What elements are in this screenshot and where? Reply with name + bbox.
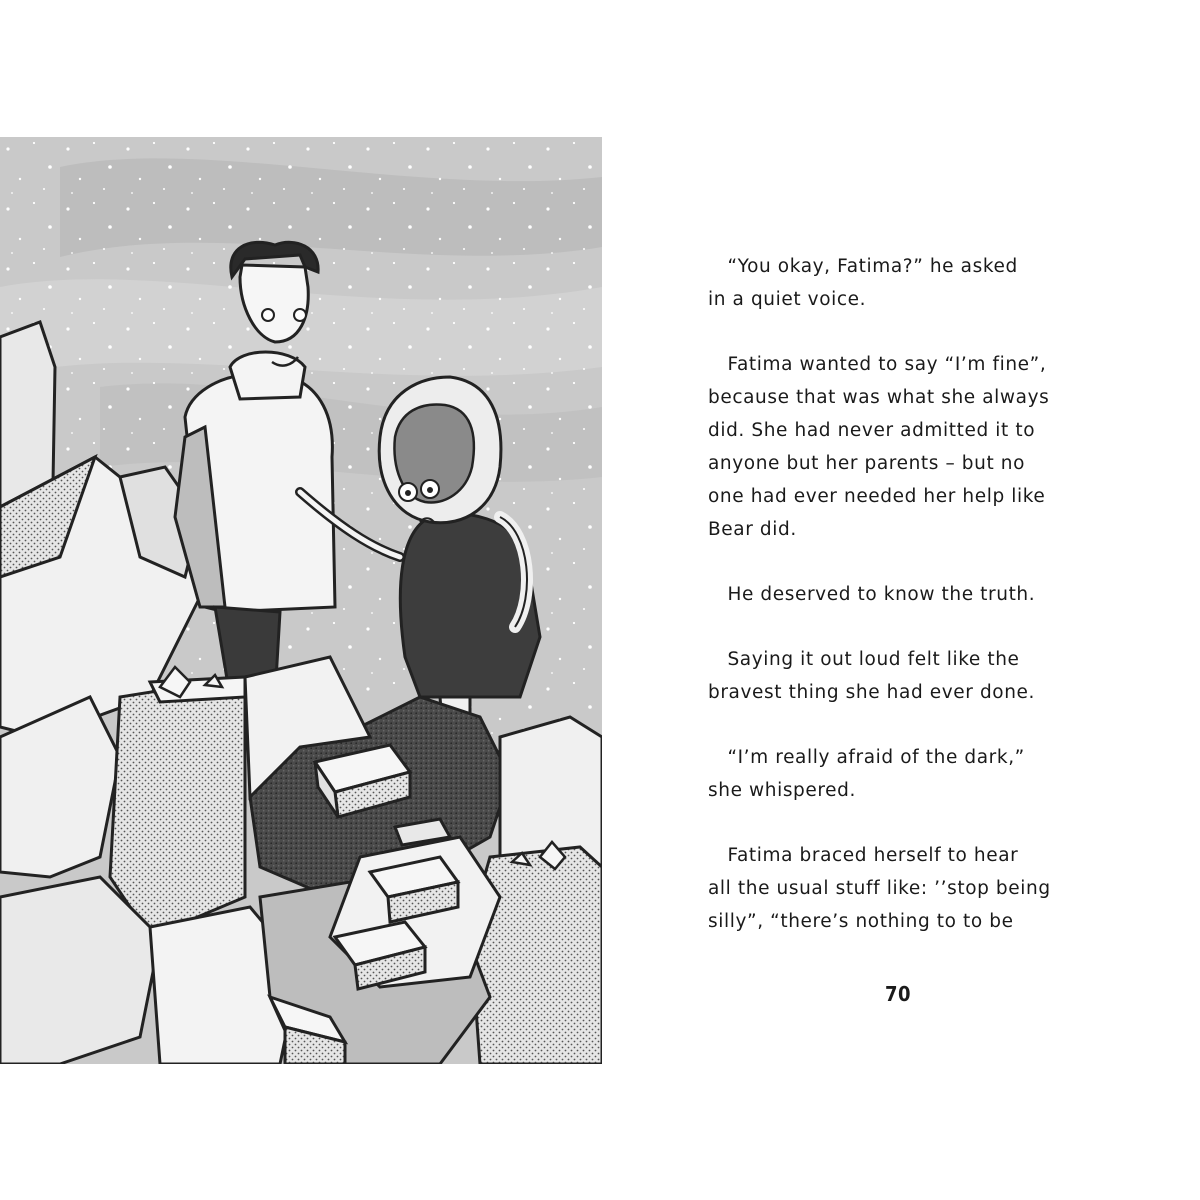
paragraph: He deserved to know the truth. [708, 584, 1036, 605]
page-number: 70 [884, 982, 912, 1006]
paragraph: Fatima wanted to say “I’m fine”, because that was what she always did. She had never admitted it to anyone but her parents – but no one had ever needed her help like Bear did. [708, 354, 1050, 540]
rock [110, 677, 245, 937]
illustration-panel [0, 137, 602, 1064]
paragraph: “I’m really afraid of the dark,” she whispered. [708, 747, 1025, 801]
paragraph: “You okay, Fatima?” he asked in a quiet voice. [708, 256, 1018, 310]
text-page [708, 250, 1128, 970]
illustration-art [0, 137, 602, 1064]
paragraph: Fatima braced herself to hear all the usual stuff like: ’’stop being silly”, “there’s nothing to to be [708, 845, 1051, 932]
paragraph: Saying it out loud felt like the bravest thing she had ever done. [708, 649, 1036, 703]
